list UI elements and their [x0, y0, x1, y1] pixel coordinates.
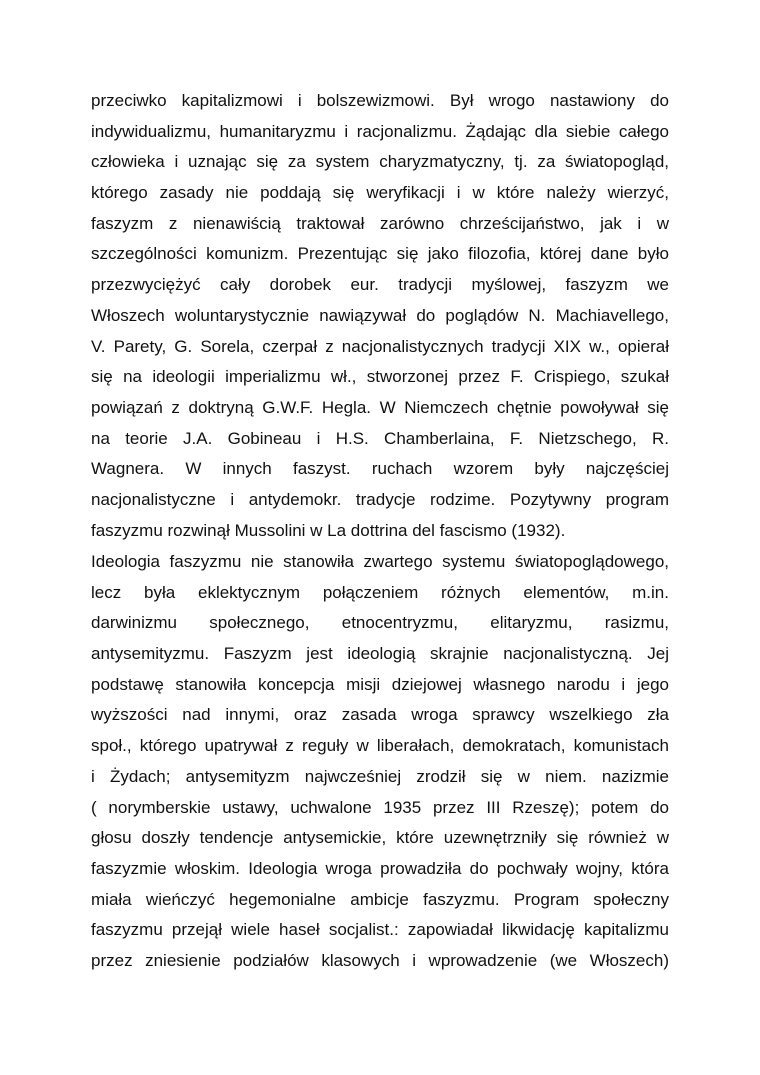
text-line: się na ideologii imperializmu wł., stworzonej przez F. Crispiego, szukał — [91, 367, 669, 387]
text-line: Włoszech woluntarystycznie nawiązywał do poglądów N. Machiavellego, — [91, 305, 669, 325]
text-line: indywidualizmu, humanitaryzmu i racjonalizmu. Żądając dla siebie całego — [91, 121, 669, 141]
text-line: człowieka i uznając się za system charyzmatyczny, tj. za światopogląd, — [91, 152, 669, 172]
text-line: faszyzmu przejął wiele haseł socjalist.: zapowiadał likwidację kapitalizmu — [91, 920, 669, 940]
text-line: i Żydach; antysemityzm najwcześniej zrodził się w niem. nazizmie — [91, 766, 669, 786]
text-line: lecz była eklektycznym połączeniem różnych elementów, m.in. — [91, 582, 669, 602]
text-line: przezwyciężyć cały dorobek eur. tradycji myślowej, faszyzm we — [91, 275, 669, 295]
text-line: wyższości nad innymi, oraz zasada wroga sprawcy wszelkiego zła — [91, 705, 669, 725]
text-line: na teorie J.A. Gobineau i H.S. Chamberlaina, F. Nietzschego, R. — [91, 428, 669, 448]
text-line: szczególności komunizm. Prezentując się jako filozofia, której dane było — [91, 244, 669, 264]
text-line: faszyzmie włoskim. Ideologia wroga prowadziła do pochwały wojny, która — [91, 858, 669, 878]
text-line: antysemityzmu. Faszyzm jest ideologią skrajnie nacjonalistyczną. Jej — [91, 644, 669, 664]
text-line: nacjonalistyczne i antydemokr. tradycje rodzime. Pozytywny program — [91, 489, 669, 509]
text-line: głosu doszły tendencje antysemickie, które uzewnętrzniły się również w — [91, 828, 669, 848]
text-line: Wagnera. W innych faszyst. ruchach wzorem były najczęściej — [91, 459, 669, 479]
paragraph — [91, 547, 669, 977]
text-line: którego zasady nie poddają się weryfikacji i w które należy wierzyć, — [91, 183, 669, 203]
text-line: miała wieńczyć hegemonialne ambicje faszyzmu. Program społeczny — [91, 889, 669, 909]
text-line: ( norymberskie ustawy, uchwalone 1935 przez III Rzeszę); potem do — [91, 797, 669, 817]
text-line: faszyzm z nienawiścią traktował zarówno chrześcijaństwo, jak i w — [91, 213, 669, 233]
text-line: powiązań z doktryną G.W.F. Hegla. W Niemczech chętnie powoływał się — [91, 397, 669, 417]
text-line: V. Parety, G. Sorela, czerpał z nacjonalistycznych tradycji XIX w., opierał — [91, 336, 669, 356]
text-line: faszyzmu rozwinął Mussolini w La dottrina del fascismo (1932). — [91, 520, 566, 540]
text-line: społ., którego upatrywał z reguły w liberałach, demokratach, komunistach — [91, 736, 669, 756]
text-line: darwinizmu społecznego, etnocentryzmu, elitaryzmu, rasizmu, — [91, 613, 669, 633]
text-line: Ideologia faszyzmu nie stanowiła zwartego systemu światopoglądowego, — [91, 552, 669, 571]
text-line: przez zniesienie podziałów klasowych i wprowadzenie (we Włoszech) — [91, 950, 669, 970]
paragraph — [91, 86, 669, 546]
text-line: podstawę stanowiła koncepcja misji dziejowej własnego narodu i jego — [91, 674, 669, 694]
text-line: przeciwko kapitalizmowi i bolszewizmowi. Był wrogo nastawiony do — [91, 91, 669, 110]
